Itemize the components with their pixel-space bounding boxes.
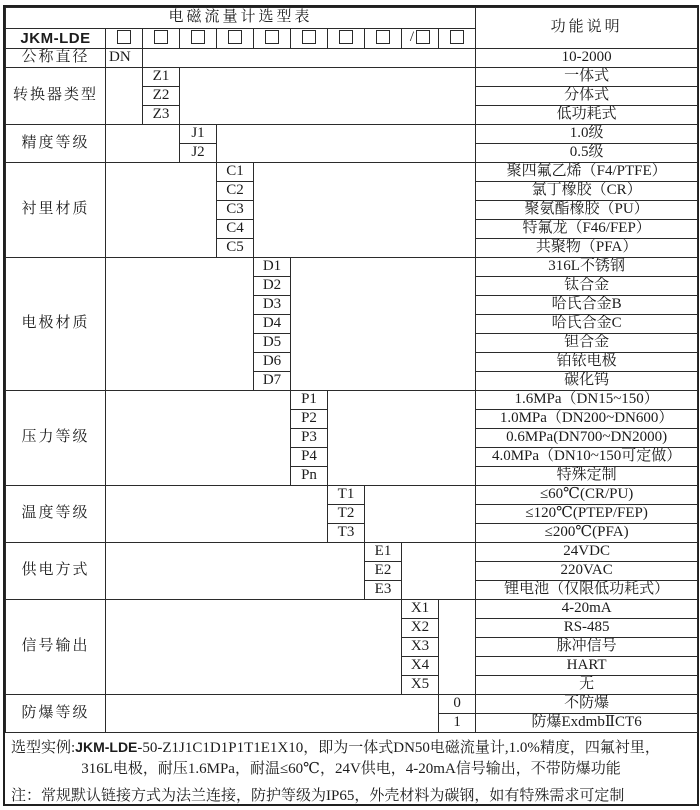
description-cell: 316L不锈钢: [476, 258, 698, 277]
code-box-cell-10: [439, 29, 476, 49]
description-cell: ≤200℃(PFA): [476, 524, 698, 543]
code-cell: J1: [180, 125, 217, 144]
code-cell: X3: [402, 638, 439, 657]
spacer-cell: [106, 600, 402, 695]
code-cell: C5: [217, 239, 254, 258]
description-cell: 铂铱电极: [476, 353, 698, 372]
section-label: 温度等级: [6, 486, 106, 543]
description-cell: 一体式: [476, 68, 698, 87]
code-box-cell-3: [180, 29, 217, 49]
spacer-cell: [106, 543, 365, 600]
description-cell: 4-20mA: [476, 600, 698, 619]
code-cell: E2: [365, 562, 402, 581]
code-cell: DN: [106, 49, 143, 68]
code-cell: C2: [217, 182, 254, 201]
description-cell: 4.0MPa（DN10~150可定做）: [476, 448, 698, 467]
checkbox-icon: [376, 30, 390, 44]
description-cell: 锂电池（仅限低功耗式）: [476, 581, 698, 600]
description-cell: 低功耗式: [476, 106, 698, 125]
code-cell: 1: [439, 714, 476, 733]
spacer-cell: [291, 258, 476, 391]
section-label: 衬里材质: [6, 163, 106, 258]
spacer-cell: [106, 258, 254, 391]
spacer-cell: [106, 486, 328, 543]
code-cell: P3: [291, 429, 328, 448]
code-cell: P2: [291, 410, 328, 429]
code-cell: C3: [217, 201, 254, 220]
description-cell: 1.6MPa（DN15~150）: [476, 391, 698, 410]
code-box-cell-4: [217, 29, 254, 49]
example-rest: -50-Z1J1C1D1P1T1E1X10，即为一体式DN50电磁流量计,1.0%精度，四氟衬里，: [137, 740, 660, 756]
section-label: 防爆等级: [6, 695, 106, 733]
spacer-cell: [402, 543, 476, 600]
code-cell: P1: [291, 391, 328, 410]
spacer-cell: [106, 125, 180, 163]
code-cell: Z1: [143, 68, 180, 87]
selection-table: [5, 7, 698, 733]
spacer-cell: [439, 600, 476, 695]
code-cell: J2: [180, 144, 217, 163]
description-cell: HART: [476, 657, 698, 676]
description-cell: 不防爆: [476, 695, 698, 714]
description-cell: 脉冲信号: [476, 638, 698, 657]
spacer-cell: [180, 68, 476, 125]
code-box-cell-2: [143, 29, 180, 49]
description-cell: 220VAC: [476, 562, 698, 581]
code-cell: 0: [439, 695, 476, 714]
description-cell: 哈氏合金C: [476, 315, 698, 334]
example-line-1: [5, 733, 697, 757]
code-cell: E1: [365, 543, 402, 562]
code-cell: P4: [291, 448, 328, 467]
spacer-cell: [106, 163, 217, 258]
code-cell: T1: [328, 486, 365, 505]
code-cell: D4: [254, 315, 291, 334]
checkbox-icon: [191, 30, 205, 44]
description-cell: 防爆ExdmbⅡCT6: [476, 714, 698, 733]
section-label: 压力等级: [6, 391, 106, 486]
example-prefix: 选型实例:: [11, 740, 76, 756]
code-cell: X5: [402, 676, 439, 695]
code-cell: X1: [402, 600, 439, 619]
description-cell: RS-485: [476, 619, 698, 638]
code-cell: D7: [254, 372, 291, 391]
description-cell: 特殊定制: [476, 467, 698, 486]
spacer-cell: [254, 163, 476, 258]
description-cell: 聚四氟乙烯（F4/PTFE）: [476, 163, 698, 182]
checkbox-icon: [416, 30, 430, 44]
code-cell: D3: [254, 296, 291, 315]
model-prefix: JKM-LDE: [6, 29, 106, 49]
description-cell: 特氟龙（F46/FEP）: [476, 220, 698, 239]
spacer-cell: [106, 68, 143, 125]
code-cell: C4: [217, 220, 254, 239]
code-cell: D2: [254, 277, 291, 296]
description-cell: 聚氨酯橡胶（PU）: [476, 201, 698, 220]
note-line: 注：常规默认链接方式为法兰连接，防护等级为IP65，外壳材料为碳钢，如有特殊需求可定制: [11, 788, 625, 804]
description-cell: 24VDC: [476, 543, 698, 562]
checkbox-icon: [302, 30, 316, 44]
function-column-header: 功能说明: [476, 8, 698, 49]
code-box-cell-9: [402, 29, 439, 49]
checkbox-icon: [339, 30, 353, 44]
code-cell: X2: [402, 619, 439, 638]
description-cell: 0.6MPa(DN700~DN2000): [476, 429, 698, 448]
checkbox-icon: [450, 30, 464, 44]
description-cell: 0.5级: [476, 144, 698, 163]
description-cell: 10-2000: [476, 49, 698, 68]
code-cell: C1: [217, 163, 254, 182]
selection-sheet: [3, 5, 699, 806]
spacer-cell: [328, 391, 476, 486]
section-label: 电极材质: [6, 258, 106, 391]
code-cell: D5: [254, 334, 291, 353]
code-cell: Z2: [143, 87, 180, 106]
code-cell: E3: [365, 581, 402, 600]
section-label: 转换器类型: [6, 68, 106, 125]
description-cell: 分体式: [476, 87, 698, 106]
example-line-2: 316L电极，耐压1.6MPa，耐温≤60℃，24V供电，4-20mA信号输出，不带防爆功能: [81, 761, 621, 777]
code-box-cell-6: [291, 29, 328, 49]
table-title: 电磁流量计选型表: [6, 8, 476, 29]
footer-notes: [5, 733, 697, 805]
section-label: 精度等级: [6, 125, 106, 163]
code-box-cell-5: [254, 29, 291, 49]
checkbox-icon: [265, 30, 279, 44]
description-cell: 碳化钨: [476, 372, 698, 391]
description-cell: 钛合金: [476, 277, 698, 296]
description-cell: ≤120℃(PTEP/FEP): [476, 505, 698, 524]
spacer-cell: [365, 486, 476, 543]
description-cell: 钽合金: [476, 334, 698, 353]
code-box-cell-7: [328, 29, 365, 49]
description-cell: 1.0MPa（DN200~DN600）: [476, 410, 698, 429]
code-cell: Z3: [143, 106, 180, 125]
description-cell: 共聚物（PFA）: [476, 239, 698, 258]
description-cell: 哈氏合金B: [476, 296, 698, 315]
code-cell: Pn: [291, 467, 328, 486]
spacer-cell: [217, 125, 476, 163]
checkbox-icon: [117, 30, 131, 44]
checkbox-icon: [228, 30, 242, 44]
section-label: 供电方式: [6, 543, 106, 600]
description-cell: 无: [476, 676, 698, 695]
example-model: JKM-LDE: [75, 739, 138, 755]
section-label: 公称直径: [6, 49, 106, 68]
code-box-cell-1: [106, 29, 143, 49]
slash-separator: /: [409, 29, 415, 46]
spacer-cell: [106, 391, 291, 486]
spacer-cell: [143, 49, 476, 68]
code-cell: T2: [328, 505, 365, 524]
code-cell: X4: [402, 657, 439, 676]
code-cell: D6: [254, 353, 291, 372]
checkbox-icon: [154, 30, 168, 44]
description-cell: ≤60℃(CR/PU): [476, 486, 698, 505]
spacer-cell: [106, 695, 439, 733]
description-cell: 1.0级: [476, 125, 698, 144]
code-cell: T3: [328, 524, 365, 543]
code-box-cell-8: [365, 29, 402, 49]
description-cell: 氯丁橡胶（CR）: [476, 182, 698, 201]
code-cell: D1: [254, 258, 291, 277]
section-label: 信号输出: [6, 600, 106, 695]
